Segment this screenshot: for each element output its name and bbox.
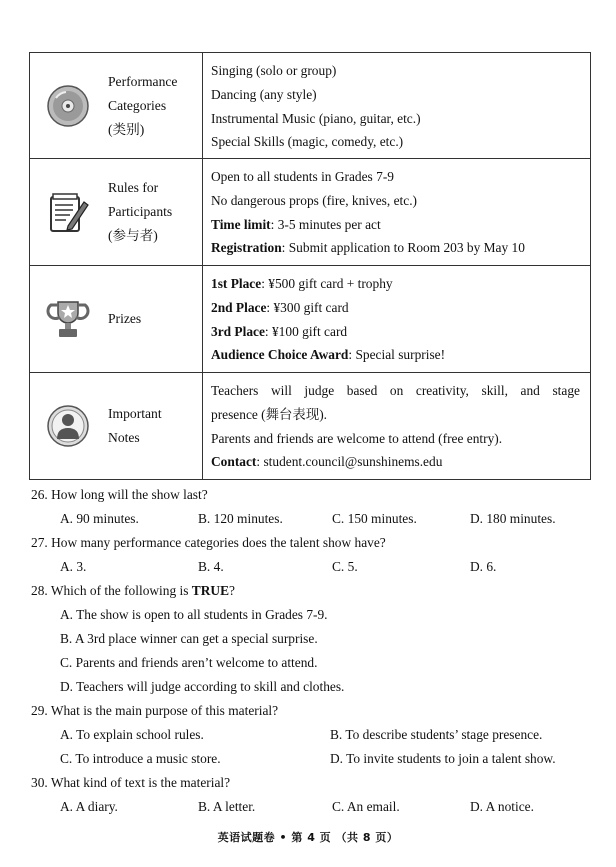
content-line: Dancing (any style) bbox=[211, 86, 317, 102]
content-line: No dangerous props (fire, knives, etc.) bbox=[211, 192, 418, 208]
option[interactable]: B. A letter. bbox=[198, 799, 256, 814]
content-line: Singing (solo or group) bbox=[211, 63, 337, 78]
content-line: Time limit: 3-5 minutes per act bbox=[211, 216, 381, 232]
option[interactable]: A. 3. bbox=[60, 559, 87, 574]
options-row bbox=[31, 555, 571, 579]
option[interactable]: B. 4. bbox=[198, 559, 224, 574]
page-footer: 英语试题卷 • 第 4 页 （共 8 页） bbox=[217, 831, 399, 844]
row-label: Important Notes bbox=[108, 406, 162, 445]
row-content bbox=[203, 373, 590, 479]
option[interactable]: D. A notice. bbox=[470, 799, 534, 814]
table-row bbox=[30, 53, 590, 159]
option[interactable]: A. The show is open to all students in Grades 7-9. bbox=[60, 607, 328, 622]
option[interactable]: D. 6. bbox=[470, 559, 497, 574]
option[interactable]: A. To explain school rules. bbox=[60, 727, 204, 742]
content-line: Open to all students in Grades 7-9 bbox=[211, 169, 394, 184]
option[interactable]: D. 180 minutes. bbox=[470, 511, 556, 526]
options-row bbox=[31, 747, 571, 771]
option[interactable]: B. A 3rd place winner can get a special surprise. bbox=[60, 631, 318, 646]
options-row bbox=[31, 507, 571, 531]
option[interactable]: C. Parents and friends aren’t welcome to attend. bbox=[60, 655, 318, 670]
notepad-pencil-icon bbox=[44, 188, 92, 236]
row-content bbox=[203, 159, 590, 265]
table-row bbox=[30, 373, 590, 479]
person-icon bbox=[44, 402, 92, 450]
options-row bbox=[31, 723, 571, 747]
event-info-table bbox=[29, 52, 591, 480]
questions-section bbox=[31, 483, 571, 819]
content-line: 2nd Place: ¥300 gift card bbox=[211, 299, 349, 315]
option[interactable]: D. Teachers will judge according to skill and clothes. bbox=[60, 679, 345, 694]
content-line: presence (舞台表现). bbox=[211, 406, 328, 422]
content-line: Contact: student.council@sunshinems.edu bbox=[211, 454, 443, 470]
content-line: 1st Place: ¥500 gift card + trophy bbox=[211, 276, 393, 291]
content-line: Special Skills (magic, comedy, etc.) bbox=[211, 134, 404, 150]
content-line: Registration: Submit application to Room 203 by May 10 bbox=[211, 240, 525, 256]
row-label: Rules for Participants (参与者) bbox=[108, 180, 173, 243]
option[interactable]: B. To describe students’ stage presence. bbox=[330, 727, 543, 742]
row-content bbox=[203, 53, 590, 158]
option[interactable]: C. To introduce a music store. bbox=[60, 751, 221, 766]
trophy-icon bbox=[44, 295, 92, 343]
option[interactable]: C. An email. bbox=[332, 799, 400, 814]
table-row bbox=[30, 266, 590, 373]
content-line: 3rd Place: ¥100 gift card bbox=[211, 323, 348, 339]
question-stem: 27. How many performance categories does the talent show have? bbox=[31, 535, 386, 550]
table-row bbox=[30, 159, 590, 266]
content-line: Parents and friends are welcome to attend (free entry). bbox=[211, 430, 503, 446]
question-stem: 28. Which of the following is TRUE? bbox=[31, 583, 235, 598]
row-content bbox=[203, 266, 590, 372]
option[interactable]: B. 120 minutes. bbox=[198, 511, 283, 526]
options-row bbox=[31, 795, 571, 819]
option[interactable]: C. 150 minutes. bbox=[332, 511, 417, 526]
disc-icon bbox=[44, 82, 92, 130]
option[interactable]: C. 5. bbox=[332, 559, 358, 574]
option[interactable]: A. 90 minutes. bbox=[60, 511, 139, 526]
content-line: Instrumental Music (piano, guitar, etc.) bbox=[211, 110, 421, 126]
question-stem: 26. How long will the show last? bbox=[31, 487, 208, 502]
option[interactable]: D. To invite students to join a talent show. bbox=[330, 751, 556, 766]
question-stem: 29. What is the main purpose of this material? bbox=[31, 703, 279, 718]
option[interactable]: A. A diary. bbox=[60, 799, 118, 814]
content-line: Teachers will judge based on creativity, skill, and stage bbox=[211, 383, 580, 398]
row-label: Prizes bbox=[108, 311, 142, 326]
question-stem: 30. What kind of text is the material? bbox=[31, 775, 231, 790]
content-line: Audience Choice Award: Special surprise! bbox=[211, 347, 446, 363]
row-label: Performance Categories (类别) bbox=[108, 73, 178, 137]
